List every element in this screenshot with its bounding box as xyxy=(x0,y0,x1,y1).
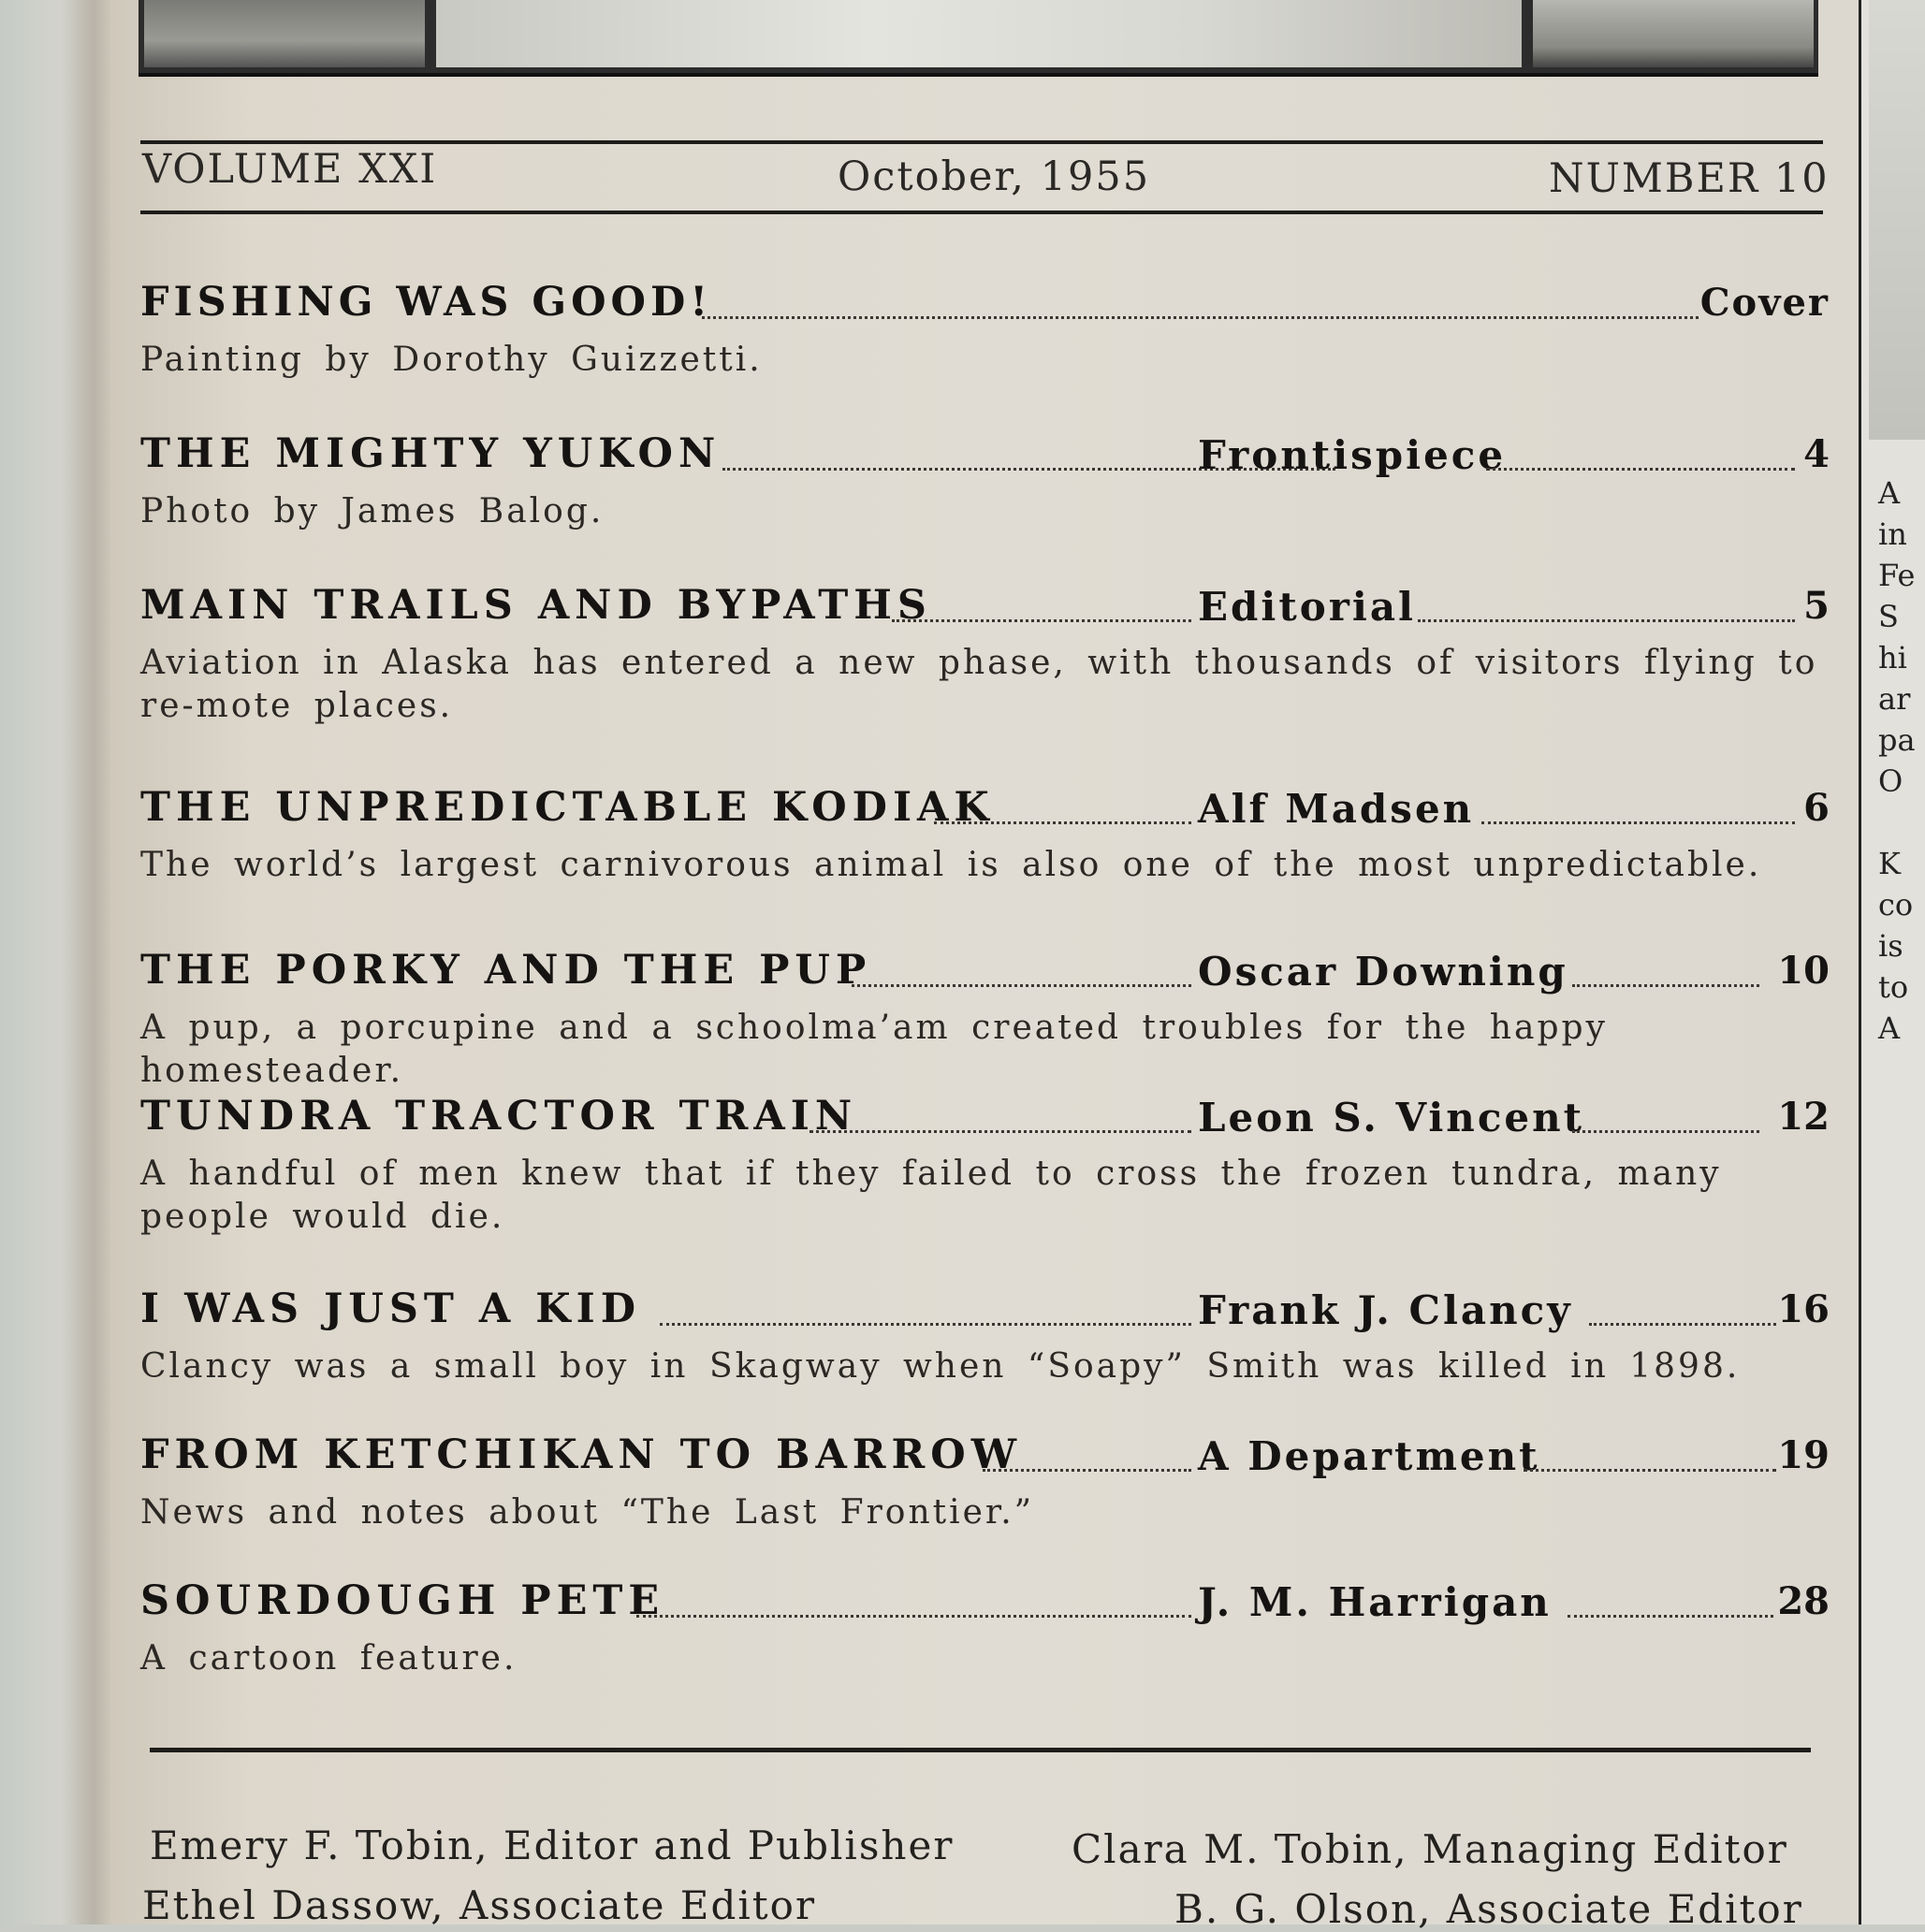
entry-author: Alf Madsen xyxy=(1198,786,1475,832)
toc-entry[interactable] xyxy=(140,947,1830,1093)
leader-dots xyxy=(983,1469,1191,1472)
staff-rule xyxy=(150,1748,1811,1752)
entry-description: Aviation in Alaska has entered a new phase, with thousands of visitors flying to re-mote places. xyxy=(140,644,1818,725)
entry-page: 19 xyxy=(1777,1433,1830,1477)
header-photo-strip xyxy=(139,0,1818,77)
entry-author: Editorial xyxy=(1198,584,1417,630)
leader-dots xyxy=(702,316,1699,319)
magazine-spine xyxy=(0,0,110,1925)
entry-description: A pup, a porcupine and a schoolma’am created troubles for the happy homesteader. xyxy=(140,1009,1608,1090)
leader-dots xyxy=(1481,821,1795,824)
leader-dots xyxy=(1524,1469,1776,1472)
entry-page: Cover xyxy=(1699,281,1830,325)
adjacent-text-fragment: A in Fe S hi ar pa O K co is to A xyxy=(1878,475,1916,1046)
toc-entry[interactable] xyxy=(140,279,1830,382)
leader-dots xyxy=(636,1615,1191,1618)
entry-page: 5 xyxy=(1803,584,1830,628)
adjacent-photo xyxy=(1869,0,1925,440)
entry-page: 4 xyxy=(1803,432,1830,476)
entry-author: A Department xyxy=(1198,1433,1540,1479)
masthead-rule xyxy=(140,211,1823,214)
leader-dots xyxy=(852,984,1191,987)
entry-description: Painting by Dorothy Guizzetti. xyxy=(140,341,763,379)
entry-title[interactable]: THE PORKY AND THE PUP xyxy=(140,947,872,994)
top-rule xyxy=(140,140,1823,144)
entry-description: Photo by James Balog. xyxy=(140,492,605,530)
issue-number: NUMBER 10 xyxy=(1549,155,1830,202)
entry-author: Leon S. Vincent xyxy=(1198,1095,1585,1140)
volume-label: VOLUME XXI xyxy=(142,146,438,193)
staff-associate-editor: B. G. Olson, Associate Editor xyxy=(1174,1886,1803,1932)
leader-dots xyxy=(892,619,1191,622)
entry-page: 28 xyxy=(1777,1579,1830,1623)
toc-entry[interactable] xyxy=(140,582,1830,728)
entry-page: 6 xyxy=(1803,786,1830,830)
staff-associate-editor: Ethel Dassow, Associate Editor xyxy=(142,1882,817,1928)
entry-title[interactable]: THE UNPREDICTABLE KODIAK xyxy=(140,784,995,831)
entry-description: A handful of men knew that if they failed to cross the frozen tundra, many people would die. xyxy=(140,1155,1722,1236)
issue-date: October, 1955 xyxy=(838,153,1151,200)
entry-page: 10 xyxy=(1777,949,1830,993)
entry-title[interactable]: MAIN TRAILS AND BYPATHS xyxy=(140,582,932,629)
entry-title[interactable]: FROM KETCHIKAN TO BARROW xyxy=(140,1431,1023,1478)
photo-right xyxy=(1533,0,1814,67)
entry-author: Frontispiece xyxy=(1198,432,1507,478)
toc-entry[interactable] xyxy=(140,430,1830,533)
photo-left xyxy=(144,0,425,67)
staff-managing-editor: Clara M. Tobin, Managing Editor xyxy=(1072,1826,1788,1872)
toc-entry[interactable] xyxy=(140,1286,1830,1388)
entry-title[interactable]: TUNDRA TRACTOR TRAIN xyxy=(140,1093,858,1140)
entry-page: 12 xyxy=(1777,1095,1830,1139)
leader-dots xyxy=(1486,468,1795,471)
leader-dots xyxy=(1589,1323,1776,1326)
toc-entry[interactable] xyxy=(140,1431,1830,1534)
toc-entry[interactable] xyxy=(140,784,1830,887)
entry-title[interactable]: FISHING WAS GOOD! xyxy=(140,279,713,326)
leader-dots xyxy=(1572,984,1759,987)
toc-entry[interactable] xyxy=(140,1093,1830,1239)
leader-dots xyxy=(934,821,1191,824)
entry-author: Frank J. Clancy xyxy=(1198,1287,1573,1333)
staff-publisher: Emery F. Tobin, Editor and Publisher xyxy=(150,1823,955,1868)
entry-description: News and notes about “The Last Frontier.” xyxy=(140,1493,1035,1532)
entry-title[interactable]: I WAS JUST A KID xyxy=(140,1286,641,1332)
photo-center xyxy=(436,0,1522,67)
entry-description: The world’s largest carnivorous animal is also one of the most unpredictable. xyxy=(140,846,1762,884)
entry-page: 16 xyxy=(1777,1287,1830,1331)
toc-entry[interactable] xyxy=(140,1577,1830,1680)
leader-dots xyxy=(809,1130,1191,1133)
entry-author: J. M. Harrigan xyxy=(1198,1579,1552,1625)
leader-dots xyxy=(1568,1615,1773,1618)
adjacent-column xyxy=(1859,0,1925,1925)
entry-title[interactable]: THE MIGHTY YUKON xyxy=(140,430,722,477)
entry-description: A cartoon feature. xyxy=(140,1639,518,1678)
leader-dots xyxy=(1572,1130,1759,1133)
leader-dots xyxy=(1418,619,1795,622)
entry-author: Oscar Downing xyxy=(1198,949,1568,995)
entry-description: Clancy was a small boy in Skagway when “Soapy” Smith was killed in 1898. xyxy=(140,1347,1741,1386)
entry-title[interactable]: SOURDOUGH PETE xyxy=(140,1577,665,1624)
leader-dots xyxy=(660,1323,1191,1326)
